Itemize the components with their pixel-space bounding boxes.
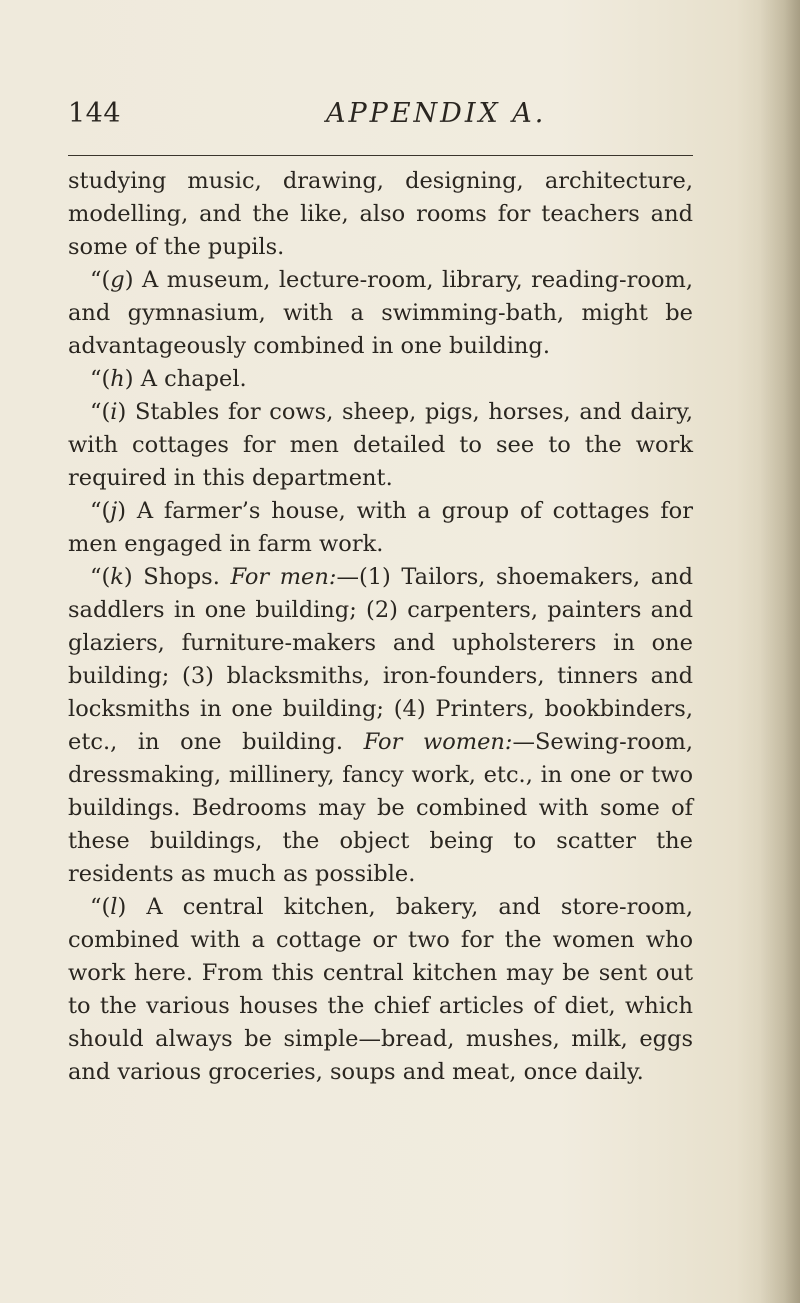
paragraph-text: studying music, drawing, designing, architecture, modelling, and the like, also rooms for teachers and some of the pupils. [68, 168, 693, 260]
paragraph-text: ) Shops. [123, 564, 231, 590]
body-text [68, 165, 693, 1089]
item-prefix: “( [90, 498, 111, 524]
emphasis-for-women: For women: [363, 729, 513, 755]
page-header [68, 98, 693, 138]
paragraph-item-k [68, 561, 693, 891]
paragraph-text: ) A farmer’s house, with a group of cottages for men engaged in farm work. [68, 498, 693, 557]
paragraph-item-j [68, 495, 693, 561]
paragraph-text: ) A museum, lecture-room, library, reading-room, and gymnasium, with a swimming-bath, might be advantageously combined in one building. [68, 267, 693, 359]
header-rule [68, 155, 693, 156]
item-label: h [110, 366, 125, 392]
paragraph-item-i [68, 396, 693, 495]
item-prefix: “( [90, 564, 111, 590]
paragraph-item-h [68, 363, 693, 396]
item-prefix: “( [90, 894, 111, 920]
item-prefix: “( [90, 366, 111, 392]
page-number: 144 [68, 98, 122, 129]
item-label: k [110, 564, 124, 590]
paragraph-continuation [68, 165, 693, 264]
paragraph-text: ) A central kitchen, bakery, and store-room, combined with a cottage or two for the women who work here. From this central kitchen may be sent out to the various houses the chief articles of diet, which should always be simple—bread, mushes, milk, eggs and various groceries, soups and meat, once daily. [68, 894, 693, 1085]
page-edge-shadow [760, 0, 800, 1303]
paragraph-text: —(1) Tailors, shoemakers, and saddlers in one building; (2) carpenters, painters and glaziers, furniture-makers and upholsterers in one building; (3) blacksmiths, iron-founders, tinners and locksmiths in one building; (4) Printers, bookbinders, etc., in one building. [68, 564, 693, 755]
item-label: i [110, 399, 118, 425]
item-label: g [110, 267, 125, 293]
item-prefix: “( [90, 267, 111, 293]
paragraph-text: ) Stables for cows, sheep, pigs, horses, and dairy, with cottages for men detailed to see to the work required in this department. [68, 399, 693, 491]
paragraph-text: ) A chapel. [124, 366, 247, 392]
item-label: l [110, 894, 118, 920]
paragraph-item-g [68, 264, 693, 363]
paragraph-item-l [68, 891, 693, 1089]
running-head: APPENDIX A. [326, 98, 547, 129]
paragraph-text: —Sewing-room, dressmaking, millinery, fancy work, etc., in one or two buildings. Bedrooms may be combined with some of these buildings, the object being to scatter the residents as much as possible. [68, 729, 694, 887]
emphasis-for-men: For men: [230, 564, 337, 590]
item-label: j [110, 498, 118, 524]
item-prefix: “( [90, 399, 111, 425]
